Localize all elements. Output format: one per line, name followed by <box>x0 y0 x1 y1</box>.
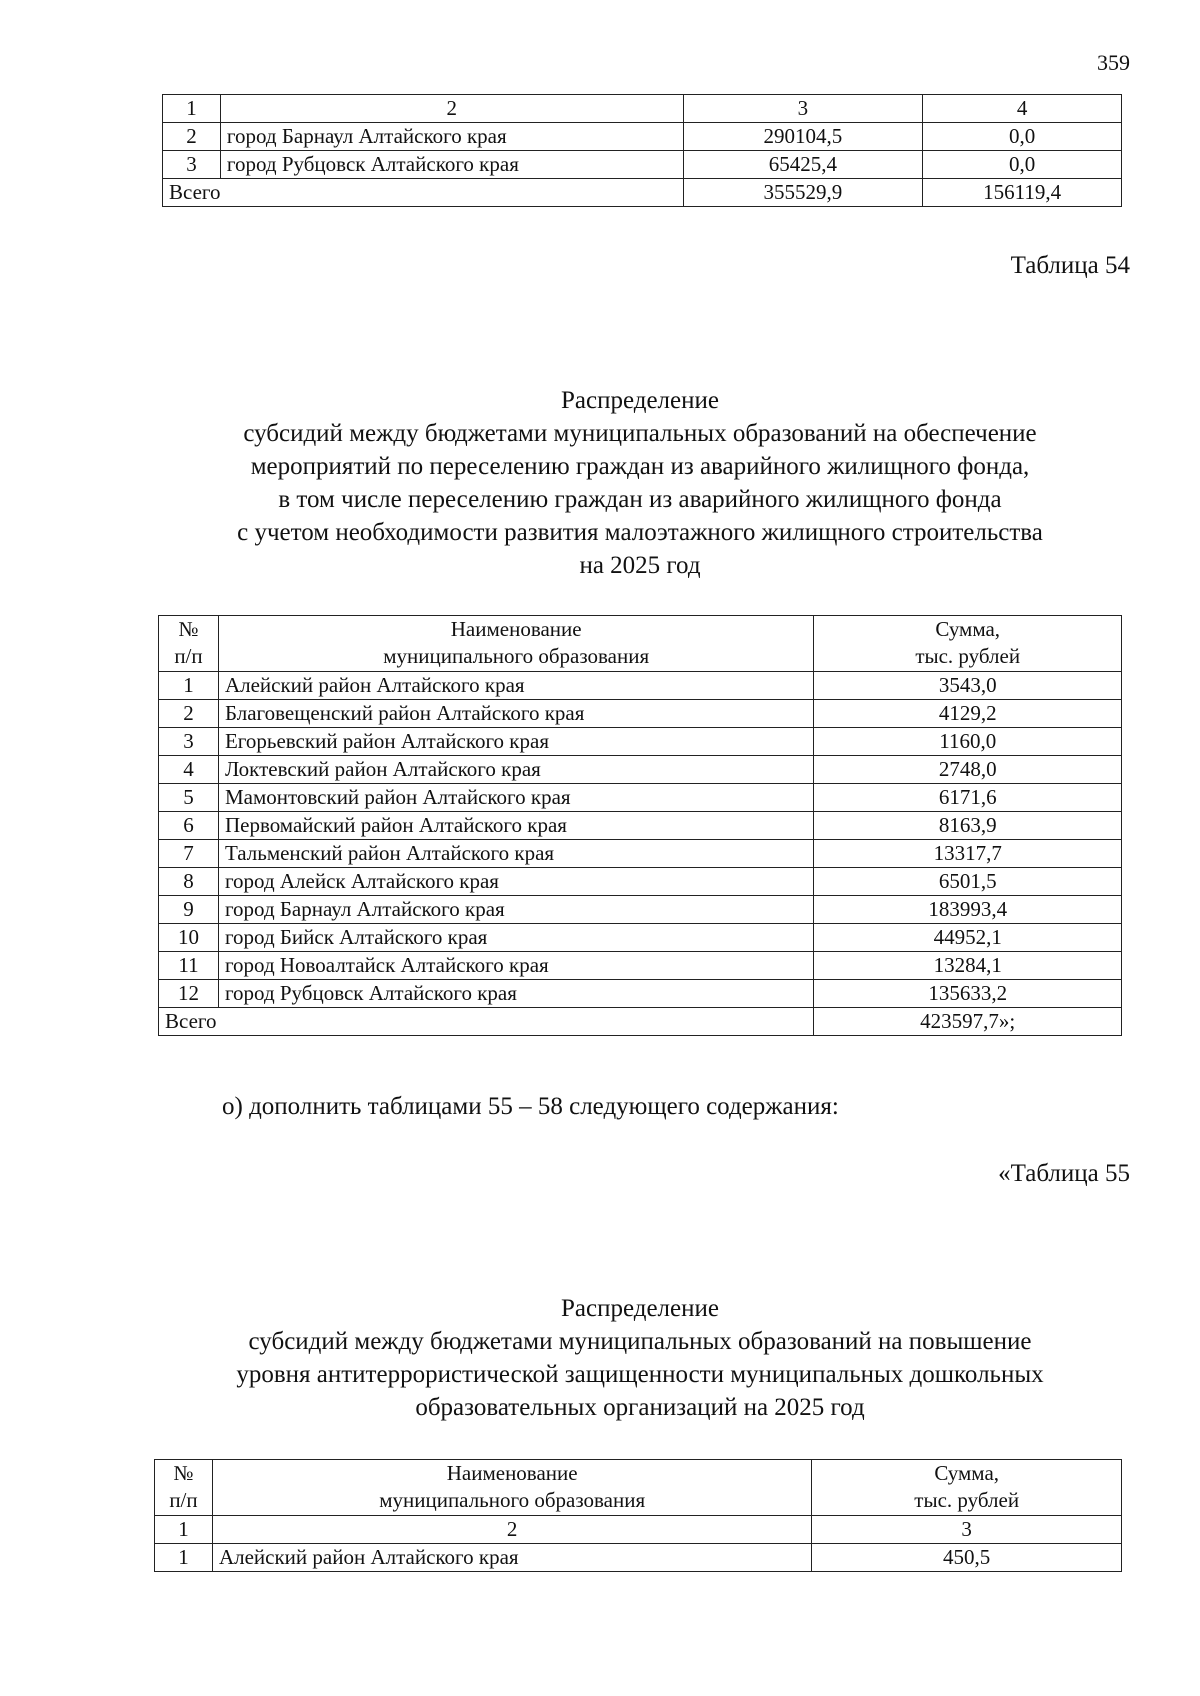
total-value: 156119,4 <box>923 179 1122 207</box>
table-54 <box>158 615 1122 1036</box>
municipality-name: Егорьевский район Алтайского края <box>218 728 813 756</box>
municipality-name: Алейский район Алтайского края <box>212 1544 811 1572</box>
table-row <box>155 1544 1122 1572</box>
row-index: 2 <box>163 123 221 151</box>
heading-line: в том числе переселению граждан из аварийного жилищного фонда <box>278 486 1002 513</box>
column-number-3: 3 <box>812 1516 1122 1544</box>
column-number-3: 3 <box>683 95 923 123</box>
table-header-row <box>163 95 1122 123</box>
amount-value: 13284,1 <box>814 952 1122 980</box>
page-number: 359 <box>1097 50 1130 75</box>
heading-line: на 2025 год <box>579 552 701 579</box>
table-55 <box>154 1459 1122 1572</box>
row-index: 3 <box>163 151 221 179</box>
table-row <box>159 868 1122 896</box>
table-row <box>159 672 1122 700</box>
column-numbering-row <box>155 1516 1122 1544</box>
table-row <box>159 784 1122 812</box>
table-total-row <box>159 1008 1122 1036</box>
table-55-label: «Таблица 55 <box>998 1160 1130 1187</box>
municipality-name: город Барнаул Алтайского края <box>220 123 683 151</box>
column-number-2: 2 <box>212 1516 811 1544</box>
column-header-name: Наименование муниципального образования <box>218 616 813 672</box>
column-header-amount: Сумма, тыс. рублей <box>812 1460 1122 1516</box>
table-header-row <box>155 1460 1122 1516</box>
amount-value: 450,5 <box>812 1544 1122 1572</box>
table-row <box>159 728 1122 756</box>
column-number-4: 4 <box>923 95 1122 123</box>
amount-value: 6501,5 <box>814 868 1122 896</box>
amount-value: 290104,5 <box>683 123 923 151</box>
column-number-1: 1 <box>163 95 221 123</box>
column-header-name: Наименование муниципального образования <box>212 1460 811 1516</box>
table-header-row <box>159 616 1122 672</box>
column-header-number: № п/п <box>159 616 219 672</box>
total-value: 423597,7»; <box>814 1008 1122 1036</box>
total-label: Всего <box>159 1008 814 1036</box>
table-row <box>159 952 1122 980</box>
amount-value: 65425,4 <box>683 151 923 179</box>
amendment-paragraph: о) дополнить таблицами 55 – 58 следующего содержания: <box>222 1093 839 1120</box>
table-row <box>163 151 1122 179</box>
amount-value: 1160,0 <box>814 728 1122 756</box>
amount-value: 0,0 <box>923 123 1122 151</box>
total-label: Всего <box>163 179 684 207</box>
column-number-2: 2 <box>220 95 683 123</box>
amount-value: 13317,7 <box>814 840 1122 868</box>
municipality-name: Тальменский район Алтайского края <box>218 840 813 868</box>
heading-line: образовательных организаций на 2025 год <box>415 1394 865 1421</box>
row-index: 8 <box>159 868 219 896</box>
municipality-name: город Бийск Алтайского края <box>218 924 813 952</box>
table-row <box>159 812 1122 840</box>
amount-value: 8163,9 <box>814 812 1122 840</box>
table-row <box>159 980 1122 1008</box>
row-index: 5 <box>159 784 219 812</box>
row-index: 10 <box>159 924 219 952</box>
heading-line: субсидий между бюджетами муниципальных образований на повышение <box>248 1328 1032 1355</box>
municipality-name: Первомайский район Алтайского края <box>218 812 813 840</box>
amount-value: 135633,2 <box>814 980 1122 1008</box>
municipality-name: город Рубцовск Алтайского края <box>218 980 813 1008</box>
table-55-heading <box>150 1292 1130 1424</box>
column-number-1: 1 <box>155 1516 213 1544</box>
amount-value: 6171,6 <box>814 784 1122 812</box>
heading-line: уровня антитеррористической защищенности муниципальных дошкольных <box>236 1361 1044 1388</box>
amount-value: 0,0 <box>923 151 1122 179</box>
table-total-row <box>163 179 1122 207</box>
table-row <box>159 896 1122 924</box>
row-index: 9 <box>159 896 219 924</box>
municipality-name: Благовещенский район Алтайского края <box>218 700 813 728</box>
row-index: 1 <box>159 672 219 700</box>
total-value: 355529,9 <box>683 179 923 207</box>
heading-line: с учетом необходимости развития малоэтажного жилищного строительства <box>237 519 1043 546</box>
row-index: 6 <box>159 812 219 840</box>
table-row <box>159 924 1122 952</box>
amount-value: 183993,4 <box>814 896 1122 924</box>
municipality-name: город Рубцовск Алтайского края <box>220 151 683 179</box>
municipality-name: Алейский район Алтайского края <box>218 672 813 700</box>
row-index: 1 <box>155 1544 213 1572</box>
table-54-label: Таблица 54 <box>1010 252 1130 279</box>
amount-value: 3543,0 <box>814 672 1122 700</box>
table-row <box>163 123 1122 151</box>
row-index: 2 <box>159 700 219 728</box>
amount-value: 44952,1 <box>814 924 1122 952</box>
municipality-name: город Алейск Алтайского края <box>218 868 813 896</box>
row-index: 12 <box>159 980 219 1008</box>
municipality-name: город Новоалтайск Алтайского края <box>218 952 813 980</box>
row-index: 7 <box>159 840 219 868</box>
table-54-heading <box>150 384 1130 582</box>
row-index: 3 <box>159 728 219 756</box>
table-row <box>159 700 1122 728</box>
column-header-number: № п/п <box>155 1460 213 1516</box>
column-header-amount: Сумма, тыс. рублей <box>814 616 1122 672</box>
table-row <box>159 756 1122 784</box>
row-index: 11 <box>159 952 219 980</box>
heading-line: Распределение <box>561 387 719 414</box>
heading-line: субсидий между бюджетами муниципальных образований на обеспечение <box>243 420 1037 447</box>
heading-line: мероприятий по переселению граждан из аварийного жилищного фонда, <box>250 453 1030 480</box>
table-53-tail <box>162 94 1122 207</box>
heading-line: Распределение <box>561 1295 719 1322</box>
amount-value: 2748,0 <box>814 756 1122 784</box>
amount-value: 4129,2 <box>814 700 1122 728</box>
municipality-name: Мамонтовский район Алтайского края <box>218 784 813 812</box>
row-index: 4 <box>159 756 219 784</box>
municipality-name: город Барнаул Алтайского края <box>218 896 813 924</box>
municipality-name: Локтевский район Алтайского края <box>218 756 813 784</box>
table-row <box>159 840 1122 868</box>
